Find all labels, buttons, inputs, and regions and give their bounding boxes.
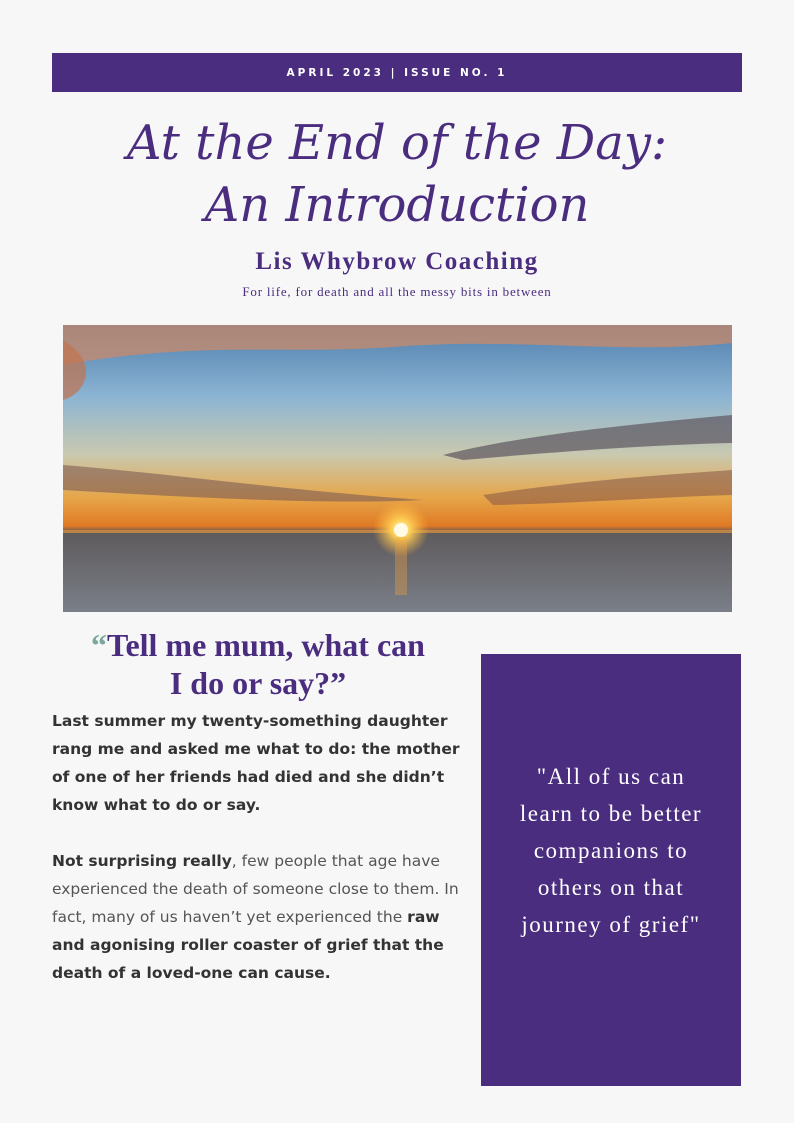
- quote-line-5: journey of grief": [521, 912, 701, 937]
- issue-banner: APRIL 2023 | ISSUE NO. 1: [52, 53, 742, 92]
- quote-line-1: "All of us can: [536, 764, 686, 789]
- pull-heading-line-1: [52, 626, 464, 664]
- pull-heading-text-1: Tell me mum, what can: [107, 627, 425, 663]
- tagline: For life, for death and all the messy bits in between: [242, 284, 552, 299]
- quote-text: [481, 758, 741, 943]
- quote-line-2: learn to be better: [519, 801, 703, 826]
- paragraph-2-text: , few people that age have experienced the death of someone close to them. In fact, many of us haven’t yet experienced the: [52, 852, 459, 926]
- page-title: [52, 112, 742, 236]
- pull-heading: [52, 626, 464, 702]
- article-body: [52, 707, 472, 987]
- brand-name: Lis Whybrow Coaching: [255, 248, 539, 275]
- pull-heading-line-2: I do or say?”: [169, 665, 347, 701]
- paragraph-2-bold-2: raw and agonising roller coaster of grief that the death of a loved-one can cause.: [52, 908, 444, 982]
- sunset-photo: [63, 325, 732, 612]
- paragraph-1: Last summer my twenty-something daughter rang me and asked me what to do: the mother of one of her friends had died and she didn’t know what to do or say.: [52, 712, 460, 814]
- quote-panel: [481, 654, 741, 1086]
- quote-line-3: companions to: [533, 838, 689, 863]
- paragraph-2-bold-1: Not surprising really: [52, 852, 232, 870]
- title-line-2: An Introduction: [204, 177, 590, 233]
- title-line-1: At the End of the Day:: [126, 115, 668, 171]
- quote-line-4: others on that: [537, 875, 685, 900]
- paragraph-2: [52, 847, 472, 987]
- open-quote-mark: “: [91, 627, 108, 663]
